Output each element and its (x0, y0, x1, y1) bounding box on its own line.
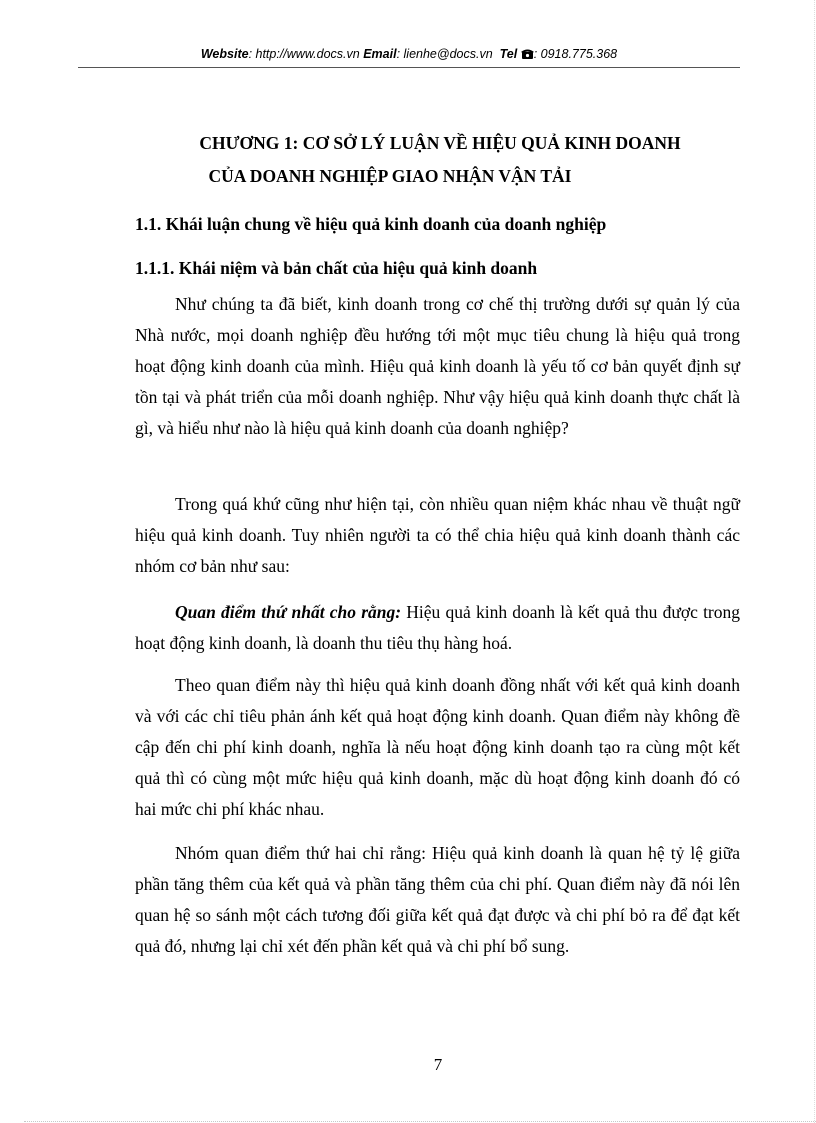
paragraph-5 (135, 838, 740, 962)
header-rule (78, 67, 740, 68)
chapter-title-line-2: CỦA DOANH NGHIỆP GIAO NHẬN VẬN TẢI (208, 166, 572, 186)
paragraph-1-text: Như chúng ta đã biết, kinh doanh trong cơ chế thị trường dưới sự quản lý của Nhà nước, mọi doanh nghiệp đều hướng tới một mục tiêu chung là hiệu quả trong hoạt động kinh doanh của mình. Hiệu quả kinh doanh là yếu tố cơ bản quyết định sự tồn tại và phát triển của mỗi doanh nghiệp. Như vậy hiệu quả kinh doanh thực chất là gì, và hiểu như nào là hiệu quả kinh doanh của doanh nghiệp? (135, 294, 740, 438)
page-number: 7 (433, 1055, 443, 1074)
tel-label: Tel (499, 47, 518, 61)
paragraph-2 (135, 489, 740, 582)
bottom-border (24, 1121, 816, 1122)
paragraph-3 (135, 597, 740, 659)
phone-icon (521, 48, 534, 59)
right-border (814, 0, 815, 1123)
email-label: Email (363, 47, 397, 61)
website-value: : http://www.docs.vn (248, 47, 360, 61)
paragraph-3-text: Hiệu quả kinh doanh là kết quả thu được trong hoạt động kinh doanh, là doanh thu tiêu thụ hàng hoá. (135, 602, 741, 653)
paragraph-5-text: Nhóm quan điểm thứ hai chỉ rằng: Hiệu quả kinh doanh là quan hệ tỷ lệ giữa phần tăng thêm của kết quả và phần tăng thêm của chi phí. Quan điểm này đã nói lên quan hệ so sánh một cách tương đối giữa kết quả đạt được và chi phí bỏ ra để đạt kết quả đó, nhưng lại chỉ xét đến phần kết quả và chi phí bổ sung. (135, 843, 740, 956)
chapter-title-line-1: CHƯƠNG 1: CƠ SỞ LÝ LUẬN VỀ HIỆU QUẢ KINH DOANH (199, 133, 681, 153)
page-header (78, 47, 740, 61)
section-heading-1-1: 1.1. Khái luận chung về hiệu quả kinh doanh của doanh nghiệp (135, 214, 607, 234)
paragraph-3-lead: Quan điểm thứ nhất cho rằng: (175, 602, 402, 622)
paragraph-4 (135, 670, 740, 825)
section-heading-1-1-1: 1.1.1. Khái niệm và bản chất của hiệu quả kinh doanh (135, 258, 538, 278)
paragraph-1 (135, 289, 740, 444)
paragraph-2-text: Trong quá khứ cũng như hiện tại, còn nhiều quan niệm khác nhau về thuật ngữ hiệu quả kinh doanh. Tuy nhiên người ta có thể chia hiệu quả kinh doanh thành các nhóm cơ bản như sau: (135, 494, 740, 576)
paragraph-4-text: Theo quan điểm này thì hiệu quả kinh doanh đồng nhất với kết quả kinh doanh và với các chỉ tiêu phản ánh kết quả hoạt động kinh doanh. Quan điểm này không đề cập đến chi phí kinh doanh, nghĩa là nếu hoạt động kinh doanh tạo ra cùng một kết quả thì có cùng một mức hiệu quả kinh doanh, mặc dù hoạt động kinh doanh đó có hai mức chi phí khác nhau. (135, 675, 740, 819)
email-value: : lienhe@docs.vn (396, 47, 493, 61)
website-label: Website (200, 47, 249, 61)
tel-value: : 0918.775.368 (533, 47, 618, 61)
